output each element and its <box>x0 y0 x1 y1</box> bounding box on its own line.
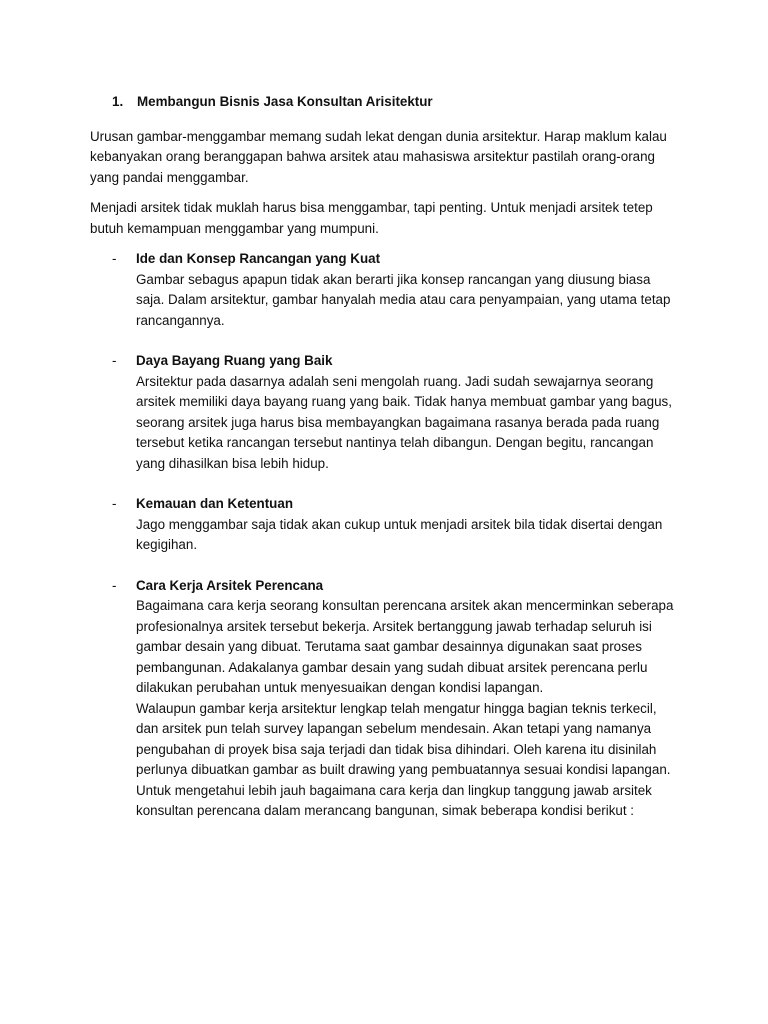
list-item-title: Ide dan Konsep Rancangan yang Kuat <box>136 251 381 266</box>
heading-title: Membangun Bisnis Jasa Konsultan Arisitektur <box>137 94 433 109</box>
intro-paragraph: Menjadi arsitek tidak muklah harus bisa menggambar, tapi penting. Untuk menjadi arsitek tetep butuh kemampuan menggambar yang mumpuni. <box>90 200 653 236</box>
list-item-paragraph: Walaupun gambar kerja arsitektur lengkap telah mengatur hingga bagian teknis terkecil, dan arsitek pun telah survey lapangan sebelum mendesain. Akan tetapi yang namanya pengubahan di proyek bisa saja terjadi dan tidak bisa dihindari. Oleh karena itu disinilah perlunya dibuatkan gambar as built drawing yang pembuatannya sesuai kondisi lapangan. <box>136 700 671 777</box>
list-item <box>90 494 680 556</box>
list-dash: - <box>112 577 117 593</box>
list-item-paragraph: Arsitektur pada dasarnya adalah seni mengolah ruang. Jadi sudah sewajarnya seorang arsitek memiliki daya bayang ruang yang baik. Tidak hanya membuat gambar yang bagus, seorang arsitek juga harus bisa membayangkan bagaimana rasanya berada pada ruang tersebut ketika rancangan tersebut nantinya telah dibangun. Dengan begitu, rancangan yang dihasilkan bisa lebih hidup. <box>136 373 672 471</box>
section-heading <box>112 92 680 113</box>
list-dash: - <box>112 353 117 368</box>
list-item-title: Kemauan dan Ketentuan <box>136 496 293 511</box>
heading-number: 1. <box>112 94 124 109</box>
list-item <box>90 576 680 822</box>
intro-paragraph: Urusan gambar-menggambar memang sudah lekat dengan dunia arsitektur. Harap maklum kalau kebanyakan orang beranggapan bahwa arsitek atau mahasiswa arsitektur pastilah orang-orang yang pandai menggambar. <box>90 128 667 185</box>
list-item <box>90 351 680 474</box>
list-item-title: Daya Bayang Ruang yang Baik <box>136 353 333 368</box>
list-item <box>90 249 680 331</box>
list-dash: - <box>112 251 117 266</box>
list-item-paragraph: Gambar sebagus apapun tidak akan berarti jika konsep rancangan yang diusung biasa saja. Dalam arsitektur, gambar hanyalah media atau cara penyampaian, yang utama tetap rancangannya. <box>136 271 671 328</box>
list-item-title: Cara Kerja Arsitek Perencana <box>136 577 324 593</box>
list-dash: - <box>112 496 117 511</box>
list-item-paragraph: Untuk mengetahui lebih jauh bagaimana cara kerja dan lingkup tanggung jawab arsitek konsultan perencana dalam merancang bangunan, simak beberapa kondisi berikut : <box>136 782 652 818</box>
list-item-paragraph: Bagaimana cara kerja seorang konsultan perencana arsitek akan mencerminkan seberapa profesionalnya arsitek tersebut bekerja. Arsitek bertanggung jawab terhadap seluruh isi gambar desain yang dibuat. Terutama saat gambar desainnya digunakan saat proses pembangunan. Adakalanya gambar desain yang sudah dibuat arsitek perencana perlu dilakukan perubahan untuk menyesuaikan dengan kondisi lapangan. <box>136 598 674 695</box>
list-item-paragraph: Jago menggambar saja tidak akan cukup untuk menjadi arsitek bila tidak disertai dengan kegigihan. <box>136 516 663 552</box>
